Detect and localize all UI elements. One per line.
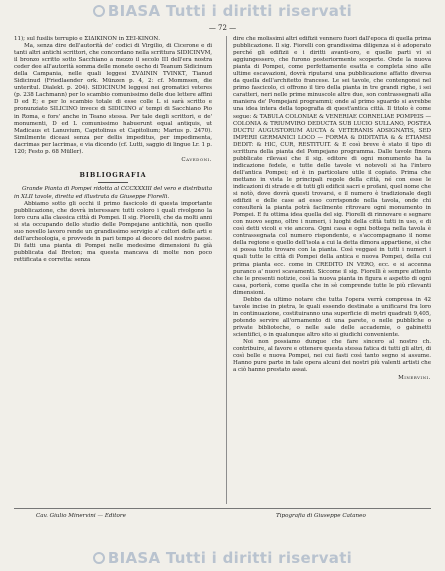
bibliography-paragraph-1: Abbiamo sotto gli occhi il primo fascicolo di questa importante pubblicazione, che dovrà interessare tutti coloro i quali rivolgono la loro cura alla classica città di Pompei. Il sig. Fiorelli, che da molti anni si sta occupando dello studio delle Pompejane antichità, non quello suo novello lavoro rende un grandissimo servigio a' cultori delle arti e dell'archeologia, e provvede in pari tempo al decoro del nostro paese. Di fatti una pianta di Pompei nelle medesime dimensioni fu già pubblicata dal Breton; ma questa mancava di molte non poco rettificata e corretta: senza — [14, 200, 212, 263]
footer-printer: Tipografia di Giuseppe Cataneo — [276, 513, 366, 519]
right-column — [226, 36, 431, 504]
bibliography-title: Grande Pianta di Pompei ridotta al CCCXXXIII del vero e distribuita in XLII tavole, diretta ed illustrata da Giuseppe Fiorelli. — [14, 186, 212, 200]
watermark-top — [0, 2, 445, 20]
right-paragraph-3: Noi non possiamo dunque che fare sincero al nostro ch. contribuire, al favore e ottenere questa stessa fatica di tutti gli altri, di così belle e nuova Pompei, nei cui fasti così tanto segno si assume. Hanno pure parte in tale opera alcuni dei nostri più valenti artisti che a ciò hanno prestato assai. — [233, 339, 431, 374]
right-signature: Minervini. — [398, 375, 431, 382]
heading-divider — [98, 182, 128, 183]
watermark-bottom-text: BIASA Tutti i diritti riservati — [107, 549, 353, 567]
left-paragraph-2: Ma, senza dire dell'autorità de' codici di Virgilio, di Cicerone e di tanti altri antichi scrittori, che concordano nella scrittura SIDICINVM, il bronzo scritto sotto Sacchiano a mezzo il secolo III dell'era nostra ceder dee all'autorità somma delle monete oscho di Teanum Sidicinum della Campania, nelle quali leggesi ΣVΔΙΝΙΝ ΤVΙΝΚΤ, Tianud Sidicinud (Friedlaender ork. Münzen p. 4, 2: cf. Mommsen, die unteritul. Dialekt. p. 204). SIDICINUM leggesi nei gromatici veteres (p. 238 Lachmann) per lo scambio comunissimo delle due lettere affini D ed E; e per lo scambio totale di esse colle L si sarà scritto e pronunziato SILICINO invece di SIDICINO a' tempi di Sacchiano Pio in Roma, e fors' anche in Teano stessa. Per tale degli scrittori, e de' monumenti, D ed L comunissimo habuerunt equal antiquis, ut Madicaus et Lanuvium, Capitolinus et Capitolium; Marius p. 2470). Similmente diceasi senza per dellis impeditus, per impedimenta, dacrimas per lacrimas, e via dicendo (cf. Lutti, saggio di lingue Lr. 1 p. 120; Festo p. 68 Müller). — [14, 43, 212, 155]
right-paragraph-1: dire che molissimi altri edifizii vennero fuori dall'epoca di quella prima pubblicazione. Il sig. Fiorelli con grandissima diligenza si è adoperato perché gli edifizii e i diritti avanti-oro, e quelle parti vi si aggiungessero, che furono posteriormente scoperte. Onde la nuova pianta di Pompei, come perfettamente esatta e completa sino alle ultime escavazioni, dovrà riputarsi una pubblicazione affatto diversa da quella dell'architetto francese. Le sei tavole, che contengonsi nel primo fascicolo, ci offrono il tiro della pianta in tre grandi righe, i sei caratteri, neri nelle prime minuscole altre due, son contrassegnati alla maniera de' Pompejani programmi; onde al primo sguardo si avrebbe una idea intera della topografia di quest'antica città. Il titolo è come segue: & TABULA COLONIAE & VENERIAE CORNELIAE POMPEIS — COLONIA & TRIUMVIRO DEDUCTA SUB LUCIO SULLANO, POSTEA DUCTU AUGUSTORUM AUCTA & VETERANIS ADSIGNATIS, SED IMPERII GERMANICI LOCO — FORMA & DIDITATIA & & ETIAMSI DEDIT: & HIC, CUR, RESTITUIT. & E così breve è stato il tipo di scrittura della pianta del Pompejano programma. Dalle tavole finora pubblicate rilevasi che il sig. editore di ogni monumento ha la indicazione fedele, e tutte delle tavole vi notevoli si ha l'intero dell'antica Pompei; ed è in particolare utile il copiato. Prima che mettano in vista le principali regole della città, né con esse le indicazioni di strade e di tutti gli edificii sacri e profani, quel nome che si notò, dove dovrà questi trovarsi, e il numero è tradizionale degli edifizii e delle case ad esso corrisponde nella tavola, onde chi consulterà la pianta potrà facilmente ritrovare ogni monumento in Pompei. E fu ottima idea quella del sig. Fiorelli di rinnovare e segnare con nuovo segno, oltre i numeri, i luoghi della città tutti in uso, e di così detti vicoli e vie ancora. Ogni casa e ogni bottega nella tavola è contrassegnata col numero rispondente, e s'accompagnano il nome della regione e quello dell'isola a cui la detta dimora appartiene, sì che si possa tutto trovare con la pianta. Così veggasi in tutti i numeri i quali tutte le città di Pompei della antica e nuova Pompei, della cui prima pianta ecc. come in CREDITO IN VERO, ecc. e si accenna puranco a' nuovi scavamenti. Siccome il sig. Fiorelli è sempre attento che le presenti notizie, così la nuova pianta in figura e aspetto di ogni casa, porterà, come quella che in sè comprende tutte le più rilevanti dimensioni. — [233, 36, 431, 296]
right-paragraph-2: Debbo da ultimo notare che tutta l'opera verrà compresa in 42 tavole incise in pietra, le quali essendo destinate a unificarsi fra loro in continuazione, costituiranno una superficie di metri quadrati 9,405, potendo servire all'ornamento di una parete, o nelle pubbliche o private biblioteche, o nelle sale delle accademie, o gabinetti scientifici, o in qualunque altro sito si giudichi conveniente. — [233, 296, 431, 338]
watermark-bottom — [0, 549, 445, 567]
footer-editor: Cav. Giulio Minervini — Editore — [36, 513, 126, 519]
footer-divider — [14, 508, 431, 509]
left-column — [14, 36, 212, 504]
section-heading-bibliografia: BIBLIOGRAFIA — [79, 170, 147, 179]
left-signature: Cavedoni. — [181, 156, 212, 163]
biasa-logo-icon — [93, 5, 105, 17]
page-number: — 72 — — [208, 24, 237, 32]
biasa-logo-icon — [93, 552, 105, 564]
text-columns — [14, 36, 431, 504]
left-paragraph-1: 11); sul fusilis terrupio e ΣΙΔΙΚΙΝΟΝ in ΣΕΙ-ΚΙΝΟΝ. — [14, 36, 160, 42]
watermark-top-text: BIASA Tutti i diritti riservati — [107, 2, 353, 20]
